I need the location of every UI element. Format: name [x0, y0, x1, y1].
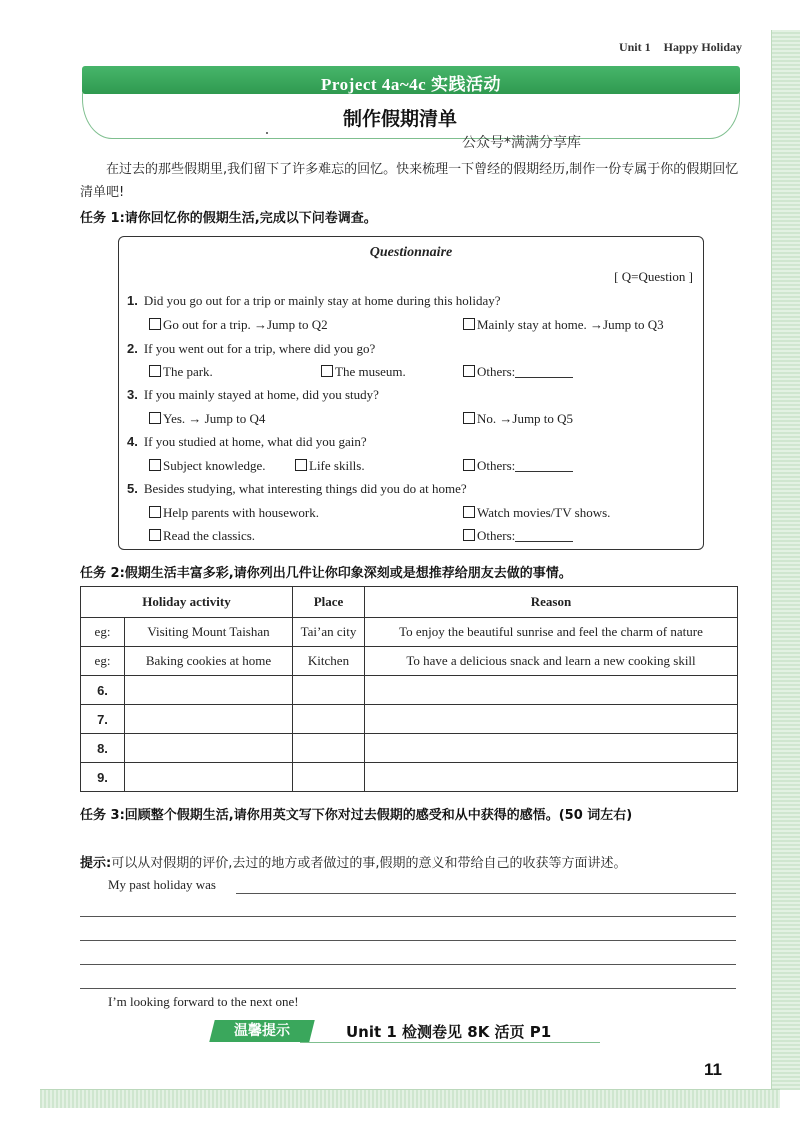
- option-label: No. →Jump to Q5: [477, 411, 574, 426]
- checkbox-icon[interactable]: [463, 459, 475, 471]
- task-2-heading: 任务 2:假期生活丰富多彩,请你列出几件让你印象深刻或是想推荐给朋友去做的事情。: [80, 566, 572, 581]
- option-checkbox[interactable]: [149, 364, 213, 380]
- option-label: Watch movies/TV shows.: [477, 505, 611, 520]
- checkbox-icon[interactable]: [149, 318, 161, 330]
- fill-in-blank[interactable]: [515, 529, 573, 542]
- activity-cell[interactable]: [125, 705, 293, 734]
- writing-line[interactable]: [236, 893, 736, 894]
- project-banner: [82, 66, 740, 94]
- option-checkbox[interactable]: [463, 317, 664, 333]
- question-2: [127, 341, 697, 363]
- hint-text: 可以从对假期的评价,去过的地方或者做过的事,假期的意义和带给自己的收获等方面讲述。: [111, 856, 627, 871]
- option-label: Go out for a trip. →Jump to Q2: [163, 317, 328, 332]
- option-label: The park.: [163, 364, 213, 379]
- option-label: Yes. → Jump to Q4: [163, 411, 266, 426]
- question-text: Besides studying, what interesting things did you do at home?: [143, 481, 467, 496]
- row-label: 6.: [81, 676, 125, 705]
- option-checkbox[interactable]: [463, 505, 610, 521]
- writing-line[interactable]: [80, 964, 736, 965]
- activity-cell: Visiting Mount Taishan: [125, 618, 293, 647]
- question-text: If you went out for a trip, where did you go?: [143, 341, 376, 356]
- running-head: [609, 40, 742, 55]
- fill-in-blank[interactable]: [515, 365, 573, 378]
- checkbox-icon[interactable]: [463, 412, 475, 424]
- option-checkbox[interactable]: [149, 528, 255, 544]
- tip-underline: [300, 1042, 600, 1043]
- option-label: Others:: [477, 528, 516, 543]
- column-header: Holiday activity: [81, 587, 293, 618]
- task-1-heading: 任务 1:请你回忆你的假期生活,完成以下问卷调查。: [80, 211, 377, 226]
- option-checkbox[interactable]: [463, 458, 573, 474]
- question-3: [127, 387, 697, 409]
- watermark: 公众号*满满分享库: [462, 135, 581, 151]
- place-cell[interactable]: [293, 705, 365, 734]
- checkbox-icon[interactable]: [463, 506, 475, 518]
- questionnaire-box: [118, 236, 704, 550]
- option-label: The museum.: [335, 364, 406, 379]
- questionnaire-legend: [ Q=Question ]: [614, 269, 693, 284]
- checkbox-icon[interactable]: [149, 529, 161, 541]
- page-edge-decoration-bottom: [40, 1089, 780, 1108]
- row-label: 7.: [81, 705, 125, 734]
- activity-cell[interactable]: [125, 763, 293, 792]
- question-1: [127, 293, 697, 315]
- checkbox-icon[interactable]: [321, 365, 333, 377]
- row-label: 9.: [81, 763, 125, 792]
- place-cell[interactable]: [293, 676, 365, 705]
- option-label: Mainly stay at home. →Jump to Q3: [477, 317, 664, 332]
- table-row: [81, 763, 738, 792]
- table-row: [81, 676, 738, 705]
- option-checkbox[interactable]: [463, 364, 573, 380]
- question-number: 5.: [127, 481, 138, 496]
- banner-title: Project 4a~4c 实践活动: [321, 75, 501, 94]
- question-number: 2.: [127, 341, 138, 356]
- checkbox-icon[interactable]: [149, 412, 161, 424]
- option-checkbox[interactable]: [149, 458, 266, 474]
- option-label: Read the classics.: [163, 528, 256, 543]
- column-header: Place: [293, 587, 365, 618]
- reason-cell: To enjoy the beautiful sunrise and feel the charm of nature: [365, 618, 738, 647]
- tip-text: Unit 1 检测卷见 8K 活页 P1: [346, 1023, 552, 1041]
- hint-label: 提示:: [80, 856, 112, 871]
- unit-number: Unit 1: [618, 40, 651, 54]
- reason-cell: To have a delicious snack and learn a new cooking skill: [365, 647, 738, 676]
- place-cell: Tai’an city: [293, 618, 365, 647]
- option-checkbox[interactable]: [463, 411, 573, 427]
- unit-title: Happy Holiday: [663, 40, 742, 54]
- reason-cell[interactable]: [365, 763, 738, 792]
- writing-prompt-start: My past holiday was: [108, 877, 216, 892]
- activity-cell[interactable]: [125, 676, 293, 705]
- writing-line[interactable]: [80, 916, 736, 917]
- row-label: 8.: [81, 734, 125, 763]
- option-checkbox[interactable]: [295, 458, 365, 474]
- option-label: Help parents with housework.: [163, 505, 319, 520]
- option-checkbox[interactable]: [149, 411, 265, 427]
- option-checkbox[interactable]: [321, 364, 406, 380]
- option-checkbox[interactable]: [149, 317, 328, 333]
- reason-cell[interactable]: [365, 676, 738, 705]
- page-title: 制作假期清单: [342, 108, 457, 130]
- table-row: [81, 705, 738, 734]
- question-text: If you studied at home, what did you gain?: [143, 434, 367, 449]
- table-row: [81, 734, 738, 763]
- activity-cell[interactable]: [125, 734, 293, 763]
- checkbox-icon[interactable]: [149, 506, 161, 518]
- intro-paragraph: 在过去的那些假期里,我们留下了许多难忘的回忆。快来梳理一下曾经的假期经历,制作一份专属于你的假期回忆清单吧!: [80, 162, 739, 200]
- reason-cell[interactable]: [365, 734, 738, 763]
- table-row: [81, 618, 738, 647]
- question-4: [127, 434, 697, 456]
- tip-badge-label: 温馨提示: [234, 1023, 290, 1039]
- question-number: 3.: [127, 387, 138, 402]
- checkbox-icon[interactable]: [463, 365, 475, 377]
- table-header-row: [81, 587, 738, 618]
- page-edge-decoration: [771, 30, 800, 1090]
- checkbox-icon[interactable]: [149, 365, 161, 377]
- row-label: eg:: [81, 618, 125, 647]
- row-label: eg:: [81, 647, 125, 676]
- option-checkbox[interactable]: [463, 528, 573, 544]
- option-label: Others:: [477, 364, 516, 379]
- option-label: Life skills.: [309, 458, 365, 473]
- checkbox-icon[interactable]: [295, 459, 307, 471]
- questionnaire-title: Questionnaire: [369, 245, 453, 260]
- checkbox-icon[interactable]: [463, 529, 475, 541]
- holiday-activity-table: [80, 586, 738, 792]
- tip-badge: [209, 1020, 314, 1042]
- reason-cell[interactable]: [365, 705, 738, 734]
- place-cell: Kitchen: [293, 647, 365, 676]
- question-5: [127, 481, 697, 503]
- checkbox-icon[interactable]: [149, 459, 161, 471]
- page-number: 11: [704, 1060, 722, 1079]
- question-number: 1.: [127, 293, 138, 308]
- place-cell[interactable]: [293, 763, 365, 792]
- task-3-heading: 任务 3:回顾整个假期生活,请你用英文写下你对过去假期的感受和从中获得的感悟。(50 词左右): [80, 808, 633, 823]
- option-checkbox[interactable]: [149, 505, 319, 521]
- option-label: Others:: [477, 458, 516, 473]
- question-text: If you mainly stayed at home, did you study?: [143, 387, 379, 402]
- place-cell[interactable]: [293, 734, 365, 763]
- decorative-dot: [266, 132, 268, 134]
- table-row: [81, 647, 738, 676]
- writing-prompt-end: I’m looking forward to the next one!: [108, 994, 299, 1009]
- fill-in-blank[interactable]: [515, 459, 573, 472]
- hint-line: [80, 852, 626, 871]
- checkbox-icon[interactable]: [463, 318, 475, 330]
- question-text: Did you go out for a trip or mainly stay at home during this holiday?: [143, 293, 501, 308]
- column-header: Reason: [365, 587, 738, 618]
- question-number: 4.: [127, 434, 138, 449]
- writing-line[interactable]: [80, 988, 736, 989]
- option-label: Subject knowledge.: [163, 458, 266, 473]
- activity-cell: Baking cookies at home: [125, 647, 293, 676]
- writing-line[interactable]: [80, 940, 736, 941]
